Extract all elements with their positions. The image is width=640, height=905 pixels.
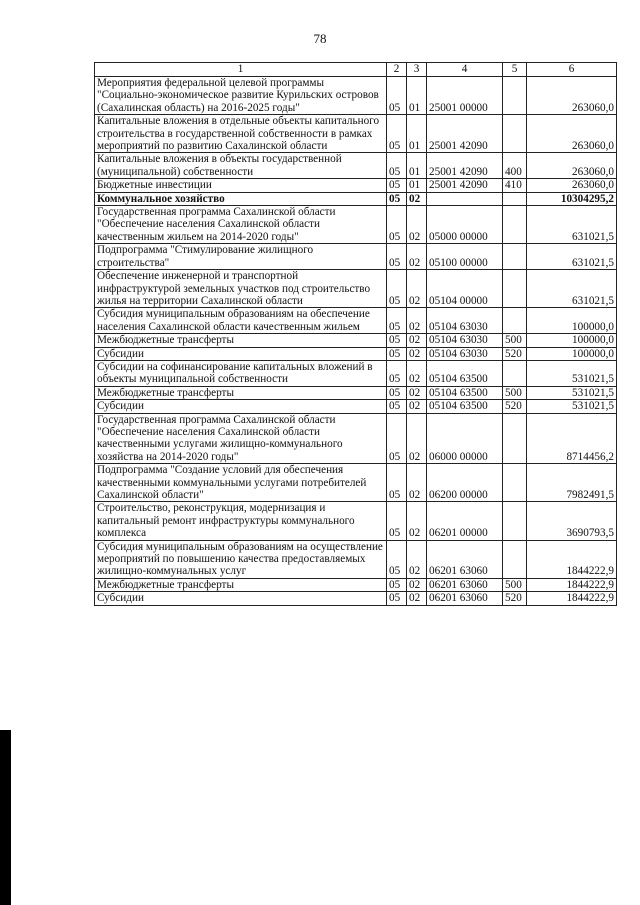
- section-code-cell: 05: [387, 244, 407, 270]
- target-article-cell: 05104 00000: [427, 270, 503, 308]
- expense-type-cell: [503, 413, 527, 464]
- expense-type-cell: 520: [503, 592, 527, 605]
- expense-type-cell: 500: [503, 386, 527, 399]
- amount-cell: 3690793,5: [527, 502, 617, 540]
- subsection-code-cell: 02: [407, 270, 427, 308]
- item-name-cell: Строительство, реконструкция, модернизация и капитальный ремонт инфраструктуры коммунального комплекса: [95, 502, 387, 540]
- subsection-code-cell: 02: [407, 502, 427, 540]
- expense-type-cell: [503, 360, 527, 386]
- subsection-code-cell: 01: [407, 77, 427, 115]
- expense-type-cell: 520: [503, 347, 527, 360]
- table-row: [95, 347, 617, 360]
- target-article-cell: 06201 63060: [427, 540, 503, 578]
- target-article-cell: 06000 00000: [427, 413, 503, 464]
- item-name-cell: Подпрограмма "Стимулирование жилищного строительства": [95, 244, 387, 270]
- expense-type-cell: [503, 464, 527, 502]
- subsection-code-cell: 02: [407, 360, 427, 386]
- amount-cell: 100000,0: [527, 334, 617, 347]
- section-code-cell: 05: [387, 592, 407, 605]
- table-row: [95, 334, 617, 347]
- item-name-cell: Коммунальное хозяйство: [95, 192, 387, 205]
- amount-cell: 7982491,5: [527, 464, 617, 502]
- expense-type-cell: [503, 244, 527, 270]
- page-number: 78: [313, 31, 327, 46]
- column-header: 4: [427, 63, 503, 77]
- subsection-code-cell: 02: [407, 244, 427, 270]
- subsection-code-cell: 02: [407, 347, 427, 360]
- item-name-cell: Субсидии: [95, 400, 387, 413]
- section-code-cell: 05: [387, 308, 407, 334]
- target-article-cell: 05100 00000: [427, 244, 503, 270]
- table-row: [95, 244, 617, 270]
- item-name-cell: Субсидии: [95, 592, 387, 605]
- subsection-code-cell: 02: [407, 592, 427, 605]
- target-article-cell: 05104 63500: [427, 386, 503, 399]
- amount-cell: 531021,5: [527, 400, 617, 413]
- section-code-cell: 05: [387, 77, 407, 115]
- amount-cell: 263060,0: [527, 77, 617, 115]
- item-name-cell: Капитальные вложения в отдельные объекты капитального строительства в государственной собственности в рамках мероприятий по развитию Сахалинской области: [95, 115, 387, 153]
- target-article-cell: 25001 00000: [427, 77, 503, 115]
- expense-type-cell: [503, 308, 527, 334]
- section-code-cell: 05: [387, 464, 407, 502]
- table-row: [95, 179, 617, 192]
- item-name-cell: Капитальные вложения в объекты государственной (муниципальной) собственности: [95, 153, 387, 179]
- target-article-cell: 25001 42090: [427, 179, 503, 192]
- amount-cell: 531021,5: [527, 360, 617, 386]
- section-code-cell: 05: [387, 153, 407, 179]
- table-row: [95, 153, 617, 179]
- column-header: 3: [407, 63, 427, 77]
- table-row: [95, 206, 617, 244]
- section-code-cell: 05: [387, 179, 407, 192]
- subsection-code-cell: 02: [407, 192, 427, 205]
- expense-type-cell: 410: [503, 179, 527, 192]
- amount-cell: 631021,5: [527, 206, 617, 244]
- item-name-cell: Мероприятия федеральной целевой программы "Социально-экономическое развитие Курильских островов (Сахалинская область) на 2016-2025 годы": [95, 77, 387, 115]
- subsection-code-cell: 02: [407, 386, 427, 399]
- item-name-cell: Государственная программа Сахалинской области "Обеспечение населения Сахалинской области качественными услугами жилищно-коммунального хозяйства на 2014-2020 годы": [95, 413, 387, 464]
- amount-cell: 1844222,9: [527, 540, 617, 578]
- amount-cell: 1844222,9: [527, 592, 617, 605]
- section-code-cell: 05: [387, 270, 407, 308]
- expense-type-cell: 520: [503, 400, 527, 413]
- amount-cell: 100000,0: [527, 308, 617, 334]
- target-article-cell: 25001 42090: [427, 153, 503, 179]
- table-row: [95, 360, 617, 386]
- item-name-cell: Межбюджетные трансферты: [95, 334, 387, 347]
- expense-type-cell: [503, 206, 527, 244]
- target-article-cell: 05104 63500: [427, 400, 503, 413]
- expense-type-cell: [503, 115, 527, 153]
- expense-type-cell: [503, 77, 527, 115]
- amount-cell: 1844222,9: [527, 578, 617, 591]
- table-header-row: [95, 63, 617, 77]
- subsection-code-cell: 01: [407, 115, 427, 153]
- section-code-cell: 05: [387, 360, 407, 386]
- amount-cell: 631021,5: [527, 270, 617, 308]
- subsection-code-cell: 02: [407, 464, 427, 502]
- section-code-cell: 05: [387, 540, 407, 578]
- table-row: [95, 578, 617, 591]
- subsection-code-cell: 02: [407, 413, 427, 464]
- table-row: [95, 77, 617, 115]
- section-code-cell: 05: [387, 115, 407, 153]
- item-name-cell: Подпрограмма "Создание условий для обеспечения качественными коммунальными услугами потребителей Сахалинской области": [95, 464, 387, 502]
- table-row: [95, 115, 617, 153]
- section-code-cell: 05: [387, 413, 407, 464]
- column-header: 1: [95, 63, 387, 77]
- subsection-code-cell: 02: [407, 308, 427, 334]
- section-code-cell: 05: [387, 206, 407, 244]
- table-row: [95, 270, 617, 308]
- section-code-cell: 05: [387, 578, 407, 591]
- table-row: [95, 464, 617, 502]
- amount-cell: 631021,5: [527, 244, 617, 270]
- target-article-cell: 05104 63030: [427, 308, 503, 334]
- column-header: 5: [503, 63, 527, 77]
- item-name-cell: Бюджетные инвестиции: [95, 179, 387, 192]
- amount-cell: 531021,5: [527, 386, 617, 399]
- target-article-cell: 06200 00000: [427, 464, 503, 502]
- target-article-cell: 05000 00000: [427, 206, 503, 244]
- amount-cell: 263060,0: [527, 115, 617, 153]
- section-code-cell: 05: [387, 502, 407, 540]
- target-article-cell: [427, 192, 503, 205]
- section-code-cell: 05: [387, 334, 407, 347]
- subsection-code-cell: 02: [407, 400, 427, 413]
- item-name-cell: Межбюджетные трансферты: [95, 578, 387, 591]
- target-article-cell: 06201 63060: [427, 578, 503, 591]
- expense-type-cell: [503, 270, 527, 308]
- section-code-cell: 05: [387, 400, 407, 413]
- expense-type-cell: [503, 192, 527, 205]
- table-row: [95, 502, 617, 540]
- table-row: [95, 540, 617, 578]
- item-name-cell: Государственная программа Сахалинской области "Обеспечение населения Сахалинской области качественным жильем на 2014-2020 годы": [95, 206, 387, 244]
- target-article-cell: 05104 63500: [427, 360, 503, 386]
- item-name-cell: Субсидии на софинансирование капитальных вложений в объекты муниципальной собственности: [95, 360, 387, 386]
- item-name-cell: Субсидия муниципальным образованиям на осуществление мероприятий по повышению качества предоставляемых жилищно-коммунальных услуг: [95, 540, 387, 578]
- subsection-code-cell: 02: [407, 540, 427, 578]
- expense-type-cell: 500: [503, 334, 527, 347]
- expense-type-cell: 500: [503, 578, 527, 591]
- column-header: 2: [387, 63, 407, 77]
- target-article-cell: 06201 00000: [427, 502, 503, 540]
- table-row: [95, 192, 617, 205]
- column-header: 6: [527, 63, 617, 77]
- subsection-code-cell: 01: [407, 153, 427, 179]
- item-name-cell: Субсидии: [95, 347, 387, 360]
- section-code-cell: 05: [387, 192, 407, 205]
- scan-margin-mark: [0, 730, 11, 905]
- table-row: [95, 413, 617, 464]
- amount-cell: 8714456,2: [527, 413, 617, 464]
- table-row: [95, 308, 617, 334]
- target-article-cell: 05104 63030: [427, 347, 503, 360]
- table-row: [95, 400, 617, 413]
- amount-cell: 263060,0: [527, 179, 617, 192]
- table-row: [95, 386, 617, 399]
- expense-type-cell: [503, 540, 527, 578]
- amount-cell: 100000,0: [527, 347, 617, 360]
- amount-cell: 263060,0: [527, 153, 617, 179]
- budget-table: [94, 62, 617, 606]
- amount-cell: 10304295,2: [527, 192, 617, 205]
- subsection-code-cell: 02: [407, 206, 427, 244]
- subsection-code-cell: 01: [407, 179, 427, 192]
- section-code-cell: 05: [387, 347, 407, 360]
- item-name-cell: Обеспечение инженерной и транспортной инфраструктурой земельных участков под строительство жилья на территории Сахалинской области: [95, 270, 387, 308]
- subsection-code-cell: 02: [407, 334, 427, 347]
- subsection-code-cell: 02: [407, 578, 427, 591]
- table-row: [95, 592, 617, 605]
- item-name-cell: Субсидия муниципальным образованиям на обеспечение населения Сахалинской области качественным жильем: [95, 308, 387, 334]
- section-code-cell: 05: [387, 386, 407, 399]
- expense-type-cell: [503, 502, 527, 540]
- target-article-cell: 06201 63060: [427, 592, 503, 605]
- target-article-cell: 25001 42090: [427, 115, 503, 153]
- item-name-cell: Межбюджетные трансферты: [95, 386, 387, 399]
- expense-type-cell: 400: [503, 153, 527, 179]
- target-article-cell: 05104 63030: [427, 334, 503, 347]
